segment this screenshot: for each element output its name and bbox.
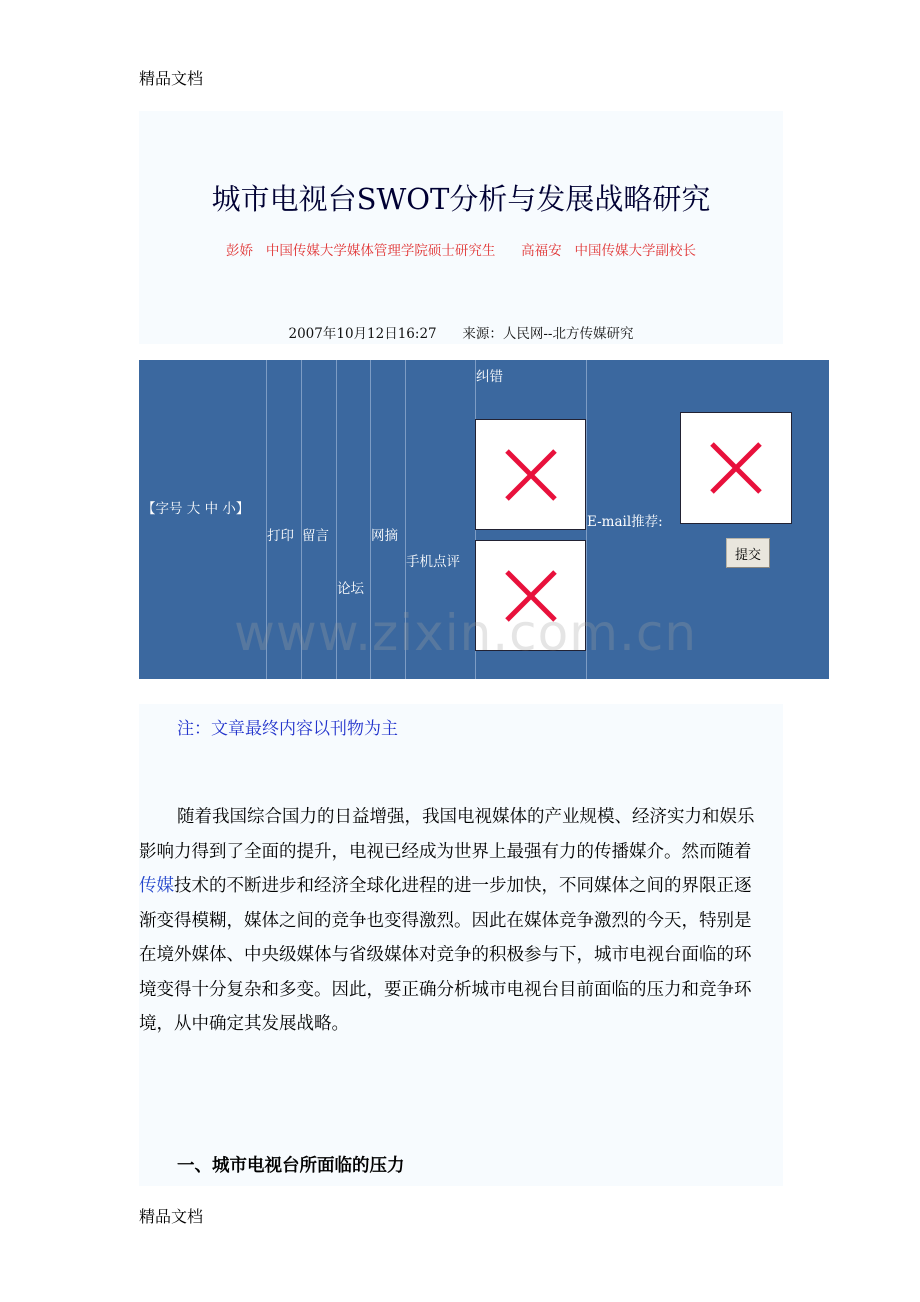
body-line-text: 技术的不断进步和经济全球化进程的进一步加快，不同媒体之间的界限正逐 [174, 876, 752, 896]
message-link[interactable]: 留言 [302, 528, 329, 544]
broken-image-icon[interactable] [475, 419, 586, 530]
section-heading: 一、城市电视台所面临的压力 [177, 1156, 405, 1176]
mobile-comment-link[interactable]: 手机点评 [406, 554, 460, 570]
article-dateline: 2007年10月12日16:27 来源：人民网--北方传媒研究 [288, 326, 634, 342]
page-footer-label: 精品文档 [139, 1207, 204, 1226]
net-excerpt-link[interactable]: 网摘 [371, 528, 398, 544]
media-link[interactable]: 传媒 [139, 876, 174, 896]
print-link[interactable]: 打印 [267, 528, 294, 544]
broken-image-x-icon [708, 440, 764, 496]
body-line [139, 869, 783, 904]
body-line: 在境外媒体、中央级媒体与省级媒体对竞争的积极参与下，城市电视台面临的环 [139, 945, 752, 965]
correction-link[interactable]: 纠错 [476, 369, 503, 385]
broken-image-icon[interactable] [475, 540, 586, 651]
broken-image-x-icon [503, 568, 559, 624]
body-line: 境变得十分复杂和多变。因此，要正确分析城市电视台目前面临的压力和竞争环 [139, 979, 752, 1000]
toolbar-divider [370, 360, 371, 679]
site-watermark: www.zixin.com.cn [234, 604, 698, 662]
article-authors: 彭娇 中国传媒大学媒体管理学院硕士研究生 高福安 中国传媒大学副校长 [226, 243, 696, 259]
article-title: 城市电视台SWOT分析与发展战略研究 [211, 182, 711, 216]
font-size-control[interactable]: 【字号 大 中 小】 [142, 501, 250, 517]
forum-link[interactable]: 论坛 [337, 581, 364, 597]
toolbar-divider [301, 360, 302, 679]
body-line: 渐变得模糊，媒体之间的竞争也变得激烈。因此在媒体竞争激烈的今天，特别是 [139, 910, 752, 931]
email-recommend-label: E-mail推荐: [587, 514, 663, 530]
submit-button[interactable]: 提交 [726, 538, 770, 568]
body-paragraph [139, 800, 783, 1042]
broken-image-icon[interactable] [680, 412, 792, 524]
toolbar-divider [266, 360, 267, 679]
article-toolbar [139, 360, 829, 679]
content-note: 注：文章最终内容以刊物为主 [177, 719, 398, 739]
page-header-label: 精品文档 [139, 69, 204, 88]
toolbar-divider [336, 360, 337, 679]
body-line: 影响力得到了全面的提升，电视已经成为世界上最强有力的传播媒介。然而随着 [139, 841, 752, 862]
article-body [139, 704, 783, 1186]
article-header [139, 111, 783, 344]
toolbar-divider [405, 360, 406, 679]
broken-image-x-icon [503, 447, 559, 503]
body-line: 境，从中确定其发展战略。 [139, 1014, 349, 1034]
body-line: 随着我国综合国力的日益增强，我国电视媒体的产业规模、经济实力和娱乐 [177, 807, 755, 827]
